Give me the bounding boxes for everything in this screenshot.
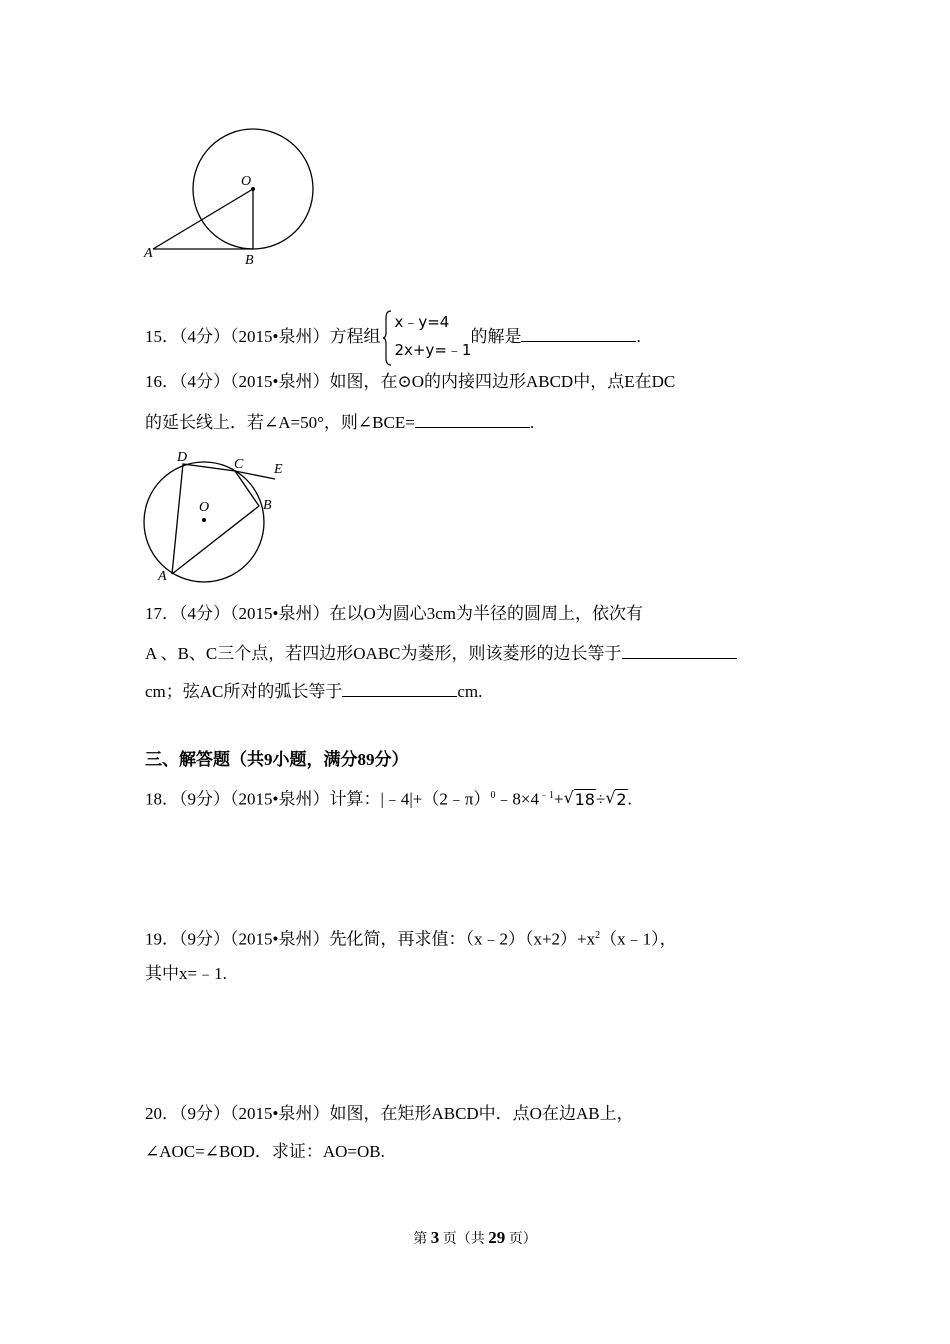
segment-ao	[153, 189, 253, 249]
q17-text-3: cm；弦AC所对的弧长等于	[145, 682, 343, 701]
q17-text: A 、B、C三个点，若四边形OABC为菱形，则该菱形的边长等于	[145, 644, 622, 663]
question-20-line1: 20．（9分）（2015•泉州）如图，在矩形ABCD中．点O在边AB上，	[145, 1104, 634, 1123]
question-15	[145, 310, 641, 366]
sqrt-18: √ 18	[563, 787, 595, 809]
answer-blank-17b[interactable]	[342, 678, 457, 697]
q19-text: 19．（9分）（2015•泉州）先化简，再求值：（x﹣2）（x+2）+x	[145, 929, 596, 949]
q18-div: ÷	[595, 789, 606, 809]
label-o-16: O	[199, 500, 210, 515]
label-b: B	[245, 253, 254, 268]
q16-end: .	[529, 413, 535, 432]
question-19-line2: 其中x=﹣1.	[145, 964, 227, 983]
sqrt-2: √ 2	[605, 787, 627, 809]
footer-pre: 第	[413, 1232, 431, 1247]
quadrilateral-abcd	[172, 464, 259, 574]
q18-plus: +	[554, 789, 564, 809]
answer-blank-17a[interactable]	[622, 640, 737, 659]
question-18	[145, 784, 632, 812]
label-o: O	[241, 174, 252, 189]
label-b-16: B	[263, 498, 272, 513]
circle-tangent-figure	[135, 125, 335, 275]
brace-icon	[382, 310, 392, 366]
question-20-line2: ∠AOC=∠BOD．求证：AO=OB.	[145, 1142, 385, 1161]
equation-2: 2x+y=﹣1	[394, 341, 472, 359]
q15-text: 15．（4分）（2015•泉州）方程组	[145, 326, 381, 346]
question-17-line1: 17．（4分）（2015•泉州）在以O为圆心3cm为半径的圆周上，依次有	[145, 604, 643, 623]
footer-post: 页）	[505, 1232, 537, 1247]
footer-mid: 页（共	[439, 1232, 489, 1247]
footer-page-number: 3	[430, 1228, 440, 1247]
label-d: D	[177, 450, 188, 465]
q18-sup1: ﹣1	[539, 790, 555, 801]
q18-sup0: 0	[490, 790, 496, 801]
question-16-line2	[145, 409, 534, 435]
question-19-line1	[145, 924, 677, 952]
q15-end: .	[636, 326, 641, 346]
answer-blank-15[interactable]	[521, 323, 636, 342]
page-footer	[0, 1228, 950, 1248]
section-title: 三、解答题（共9小题，满分89分）	[145, 750, 409, 769]
question-16-line1: 16．（4分）（2015•泉州）如图，在⊙O的内接四边形ABCD中，点E在DC	[145, 372, 676, 391]
answer-blank-16[interactable]	[415, 409, 530, 428]
q18-mid: ﹣8×4	[495, 789, 540, 809]
q16-text: 的延长线上．若∠A=50°，则∠BCE=	[145, 413, 415, 432]
center-dot-16	[202, 518, 206, 522]
q18-end: .	[627, 789, 632, 809]
equation-1: x﹣y=4	[394, 313, 450, 331]
center-dot	[251, 187, 255, 191]
question-17-line3	[145, 678, 482, 704]
q15-text-after: 的解是	[470, 326, 522, 346]
footer-total-pages: 29	[488, 1228, 506, 1247]
equation-system	[382, 310, 472, 366]
label-e: E	[274, 462, 283, 477]
label-a: A	[144, 246, 153, 261]
q18-text: 18．（9分）（2015•泉州）计算：|﹣4|+（2﹣π）	[145, 789, 491, 809]
inscribed-quadrilateral-figure	[135, 448, 295, 588]
label-a-16: A	[158, 569, 167, 584]
q19-text-after: （x﹣1），	[600, 929, 677, 949]
q17-end: cm.	[457, 682, 483, 701]
question-17-line2	[145, 640, 737, 666]
q19-sup2: 2	[595, 930, 601, 941]
label-c: C	[234, 457, 244, 472]
